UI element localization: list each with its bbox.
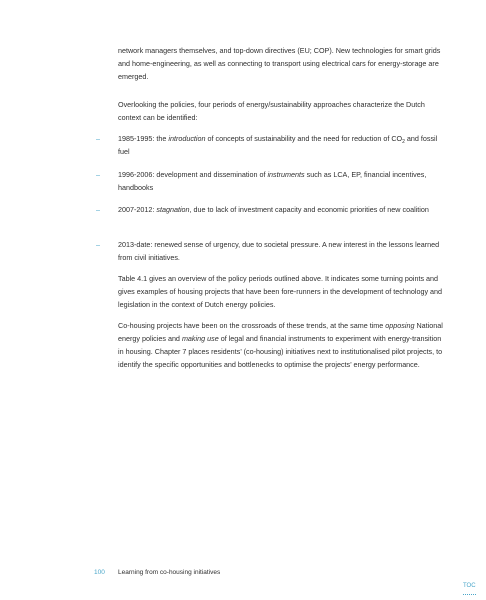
paragraph-2: Overlooking the policies, four periods of energy/sustainability approaches characterize the Dutch context can be identified: — [118, 100, 425, 123]
bullet-text: 2013-date: renewed sense of urgency, due to societal pressure. A new interest in the lessons learned from civil initiatives. — [118, 240, 440, 263]
page-number: 100 — [94, 569, 105, 576]
bullet-dash: – — [96, 170, 100, 179]
toc-link[interactable]: TOC — [463, 580, 476, 595]
bullet-item-3 — [96, 203, 446, 216]
paragraph-1: network managers themselves, and top-down directives (EU; COP). New technologies for smart grids and home-engineering, as well as connecting to transport using electrical cars for energy-storage are emerged. — [118, 46, 441, 82]
bullet-dash: – — [96, 205, 100, 214]
bullet-item-2 — [96, 168, 446, 194]
running-title: Learning from co-housing initiatives — [118, 569, 221, 576]
bullet-item-4 — [96, 238, 446, 264]
paragraph-3: Table 4.1 gives an overview of the policy periods outlined above. It indicates some turning points and gives examples of housing projects that have been fore-runners in the development of technology and legislation in the context of Dutch energy policies. — [118, 274, 443, 310]
bullet-dash: – — [96, 134, 100, 143]
bullet-text: 1985-1995: the introduction of concepts of sustainability and the need for reduction of $CO_2$ and fossil fuel — [118, 134, 438, 157]
bullet-dash: – — [96, 240, 100, 249]
paragraph-4: Co-housing projects have been on the crossroads of these trends, at the same time opposing National energy policies and making use of legal and financial instruments to experiment with energy-transition in housing. Chapter 7 places residents’ (co-housing) initiatives next to institutionalised pilot projects, to identify the specific opportunities and bottlenecks to optimise the projects’ energy performance. — [118, 321, 443, 370]
bullet-text: 1996-2006: development and dissemination of instruments such as LCA, EP, financial incentives, handbooks — [118, 170, 427, 193]
bullet-item-1 — [96, 132, 446, 158]
bullet-text: 2007-2012: stagnation, due to lack of investment capacity and economic priorities of new coalition — [118, 205, 429, 214]
